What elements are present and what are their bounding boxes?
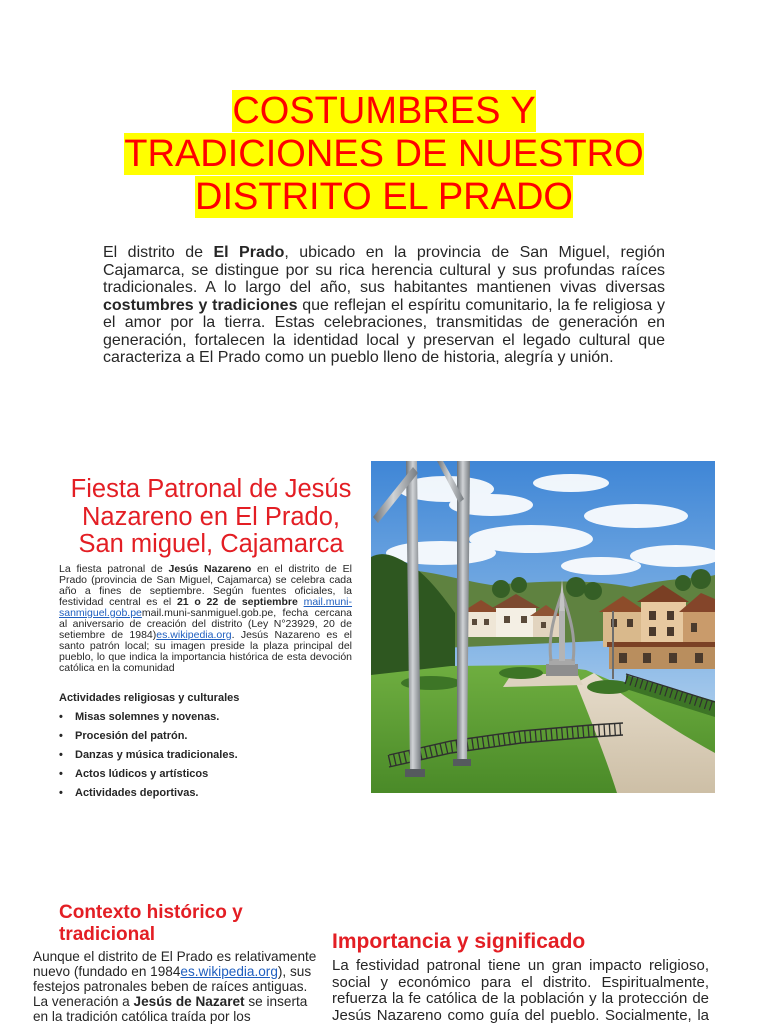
activities-heading: Actividades religiosas y culturales [59,691,240,704]
intro-text: , ubicado en la provincia de San Miguel, región Cajamarca, se distingue por su rica herencia cultural y sus profundas raíces tradicionales. A lo largo del año, sus habitantes mantienen vivas diversas [103,244,666,296]
page-title [0,90,768,219]
title-line-text: COSTUMBRES Y [232,90,536,132]
intro-bold-text: El Prado [213,244,285,261]
list-item: • Actividades deportivas. [59,784,349,803]
list-item: • Danzas y música tradicionales. [59,746,349,765]
heading-line: San miguel, Cajamarca [78,530,344,558]
intro-text: El distrito de [103,244,214,261]
contexto-paragraph [33,949,321,1024]
title-line-text: TRADICIONES DE NUESTRO [124,133,644,175]
heading-line: Nazareno en El Prado, [82,502,340,531]
contexto-text: Aunque el distrito de El Prado es relativamente nuevo (fundado en 1984 [33,949,317,979]
fiesta-bold-text: Jesús Nazareno [168,562,252,575]
heading-line: Fiesta Patronal de Jesús [70,475,352,503]
source-link-wikipedia[interactable]: es.wikipedia.org [156,629,232,642]
importancia-section-heading: Importancia y significado [332,930,586,953]
title-line-text: DISTRITO EL PRADO [195,176,573,218]
fiesta-text: . Jesús Nazareno es el santo patrón local; su imagen preside la plaza principal del pueblo, lo que indica la importancia histórica de esta devoción católica en la comunidad [59,629,352,675]
fiesta-text: en el distrito de El Prado (provincia de San Miguel, Cajamarca) se celebra cada año a fines de septiembre. Según fuentes oficiales, la festividad central es el [59,562,352,608]
list-item: • Misas solemnes y novenas. [59,708,349,727]
contexto-section-heading [59,902,243,946]
title-line [0,133,768,176]
importancia-paragraph: La festividad patronal tiene un gran impacto religioso, social y económico para el distrito. Espiritualmente, refuerza la fe católica de la población y la protección de Jesús Nazareno como guía del pueblo. Socialmente, la [332,957,709,1024]
plaza-photo [371,461,715,793]
contexto-bold-text: Jesús de Nazaret [133,994,245,1009]
fiesta-bold-text: 21 o 22 de septiembre [176,595,298,608]
contexto-text: se inserta en la tradición católica traída por los [33,994,308,1024]
activities-list [59,708,349,803]
intro-paragraph [103,244,665,367]
heading-line: Contexto histórico y [59,902,243,923]
fiesta-paragraph [59,564,352,675]
title-line [0,176,768,219]
source-link-muni[interactable]: mail.muni-sanmiguel.gob.pe [59,595,353,619]
contexto-text: ), sus festejos patronales beben de raíces antiguas. La veneración a [33,964,312,1009]
fiesta-section-heading [59,476,363,559]
source-link-wikipedia[interactable]: es.wikipedia.org [180,964,278,979]
title-line [0,90,768,133]
fiesta-text: mail.muni-sanmiguel.gob.pe, fecha cercana al aniversario de creación del distrito (Ley N°23929, 20 de setiembre de 1984) [59,606,352,642]
fiesta-text: La fiesta patronal de [59,562,169,575]
list-item: • Procesión del patrón. [59,727,349,746]
intro-text: que reflejan el espíritu comunitario, la fe religiosa y el amor por la tierra. Estas celebraciones, transmitidas de generación en generación, fortalecen la identidad local y preservan el legado cultural que caracteriza a El Prado como un pueblo lleno de historia, alegría y unión. [103,296,665,366]
list-item: • Actos lúdicos y artísticos [59,765,349,784]
heading-line: tradicional [59,924,156,945]
intro-bold-text: costumbres y tradiciones [103,296,298,314]
